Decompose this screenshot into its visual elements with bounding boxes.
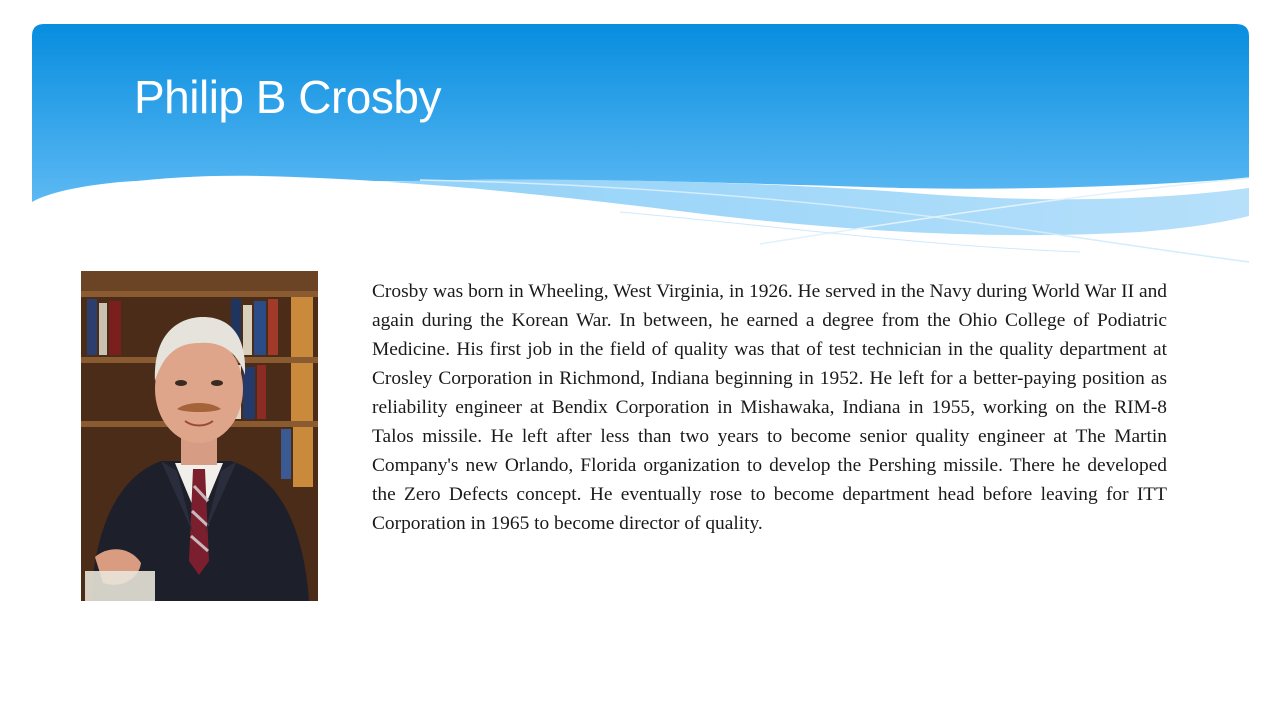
header-wave-graphic — [0, 0, 1280, 280]
header-wave-band — [0, 0, 1280, 280]
portrait-illustration — [81, 271, 318, 601]
slide-title: Philip B Crosby — [134, 71, 441, 123]
portrait-photo — [81, 271, 318, 601]
biography-paragraph: Crosby was born in Wheeling, West Virginia, in 1926. He served in the Navy during World War II and again during the Korean War. In between, he earned a degree from the Ohio College of Podiatric Medicine. His first job in the field of quality was that of test technician in the quality department at Crosley Corporation in Richmond, Indiana beginning in 1952. He left for a better-paying position as reliability engineer at Bendix Corporation in Mishawaka, Indiana in 1955, working on the RIM-8 Talos missile. He left after less than two years to become senior quality engineer at The Martin Company's new Orlando, Florida organization to develop the Pershing missile. There he developed the Zero Defects concept. He eventually rose to become department head before leaving for ITT Corporation in 1965 to become director of quality. — [372, 281, 1167, 534]
